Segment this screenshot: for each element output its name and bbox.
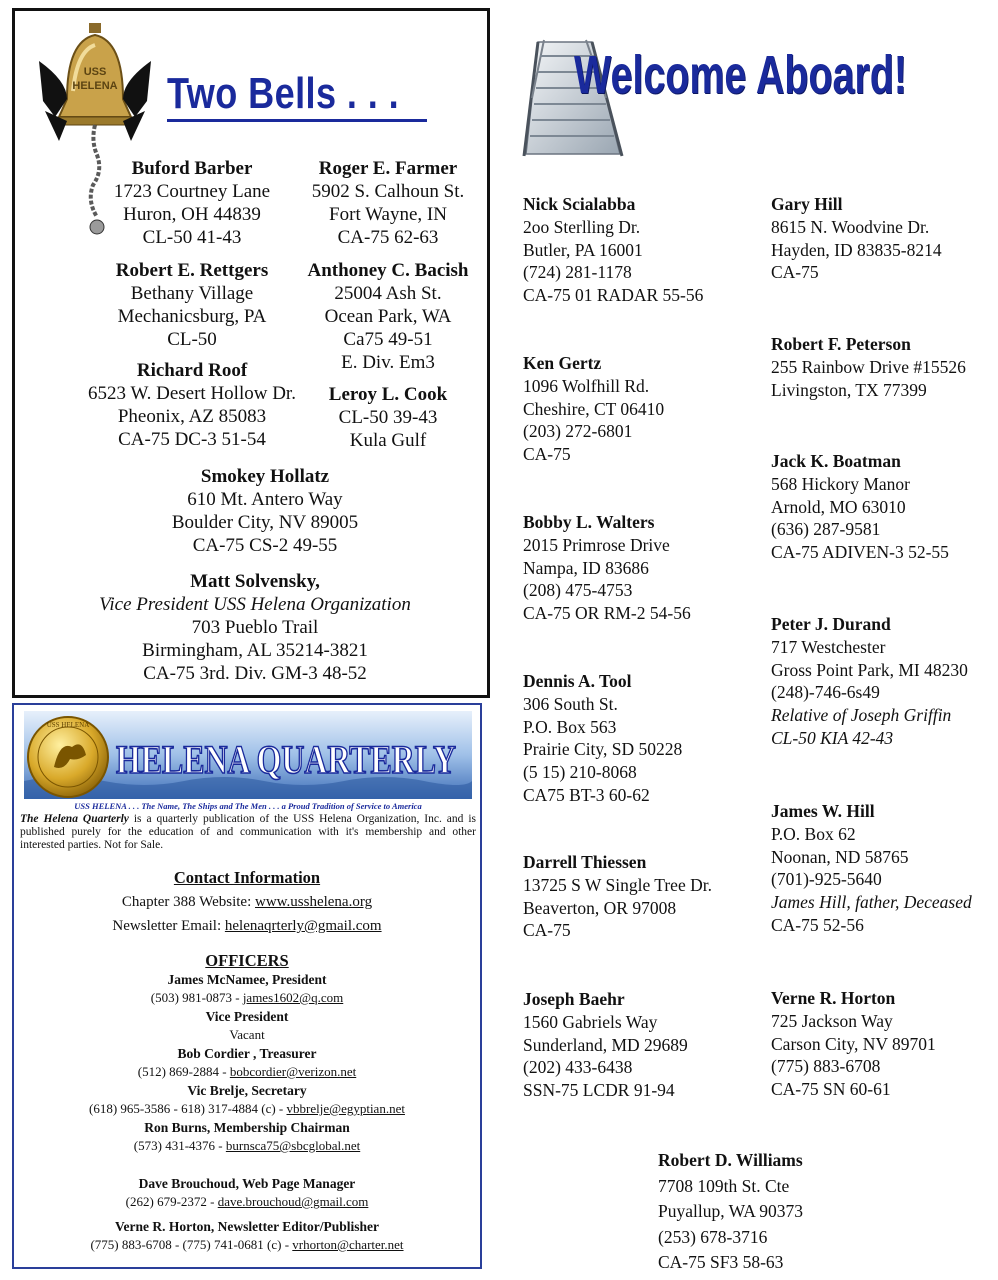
phone-line: (208) 475-4753: [523, 580, 633, 601]
member-name: Verne R. Horton: [771, 988, 896, 1008]
service-line: Ca75 49-51: [343, 329, 433, 350]
bell-engraving-line-1: USS: [83, 66, 107, 78]
address-line: 610 Mt. Antero Way: [187, 489, 343, 510]
member-name: Robert D. Williams: [658, 1150, 803, 1170]
phone-line: (5 15) 210-8068: [523, 762, 637, 783]
member-name: Gary Hill: [771, 194, 843, 214]
quarterly-tagline: USS HELENA . . . The Name, The Ships and The Men . . . a Proud Tradition of Service to America: [74, 801, 422, 811]
city-line: Pheonix, AZ 85083: [117, 406, 267, 427]
bell-engraving-line-2: HELENA: [72, 80, 118, 92]
officers-heading: OFFICERS: [205, 951, 289, 970]
helena-quarterly-banner: [24, 711, 472, 799]
city-line: Hayden, ID 83835-8214: [771, 239, 942, 260]
address-line: 2oo Sterlling Dr.: [523, 216, 641, 237]
address-line: 568 Hickory Manor: [771, 473, 911, 494]
service-line: CA-75: [523, 444, 571, 465]
new-member-entry: [523, 670, 682, 807]
address-line: 1096 Wolfhill Rd.: [523, 375, 650, 396]
officer-email-link[interactable]: james1602@q.com: [242, 990, 344, 1005]
obituary-entry: [87, 157, 297, 249]
obituary-entry: [297, 259, 479, 374]
relation-note: Relative of Joseph Griffin: [771, 705, 952, 726]
member-name: James W. Hill: [771, 801, 875, 821]
city-line: Boulder City, NV 89005: [171, 512, 359, 533]
service-line: CA-75: [523, 920, 571, 941]
address-line: 2015 Primrose Drive: [523, 534, 670, 555]
member-name: Roger E. Farmer: [318, 158, 458, 179]
city-line: Carson City, NV 89701: [771, 1033, 936, 1054]
address-line: 725 Jackson Way: [771, 1010, 893, 1031]
service-line: CA-75 SN 60-61: [771, 1079, 891, 1100]
member-name: Anthoney C. Bacish: [307, 260, 469, 281]
helena-quarterly-panel: [12, 703, 482, 1269]
newsletter-email-link[interactable]: helenaqrterly@gmail.com: [224, 918, 382, 934]
member-name: Robert E. Rettgers: [115, 260, 269, 281]
service-line: CA-75 3rd. Div. GM-3 48-52: [143, 663, 367, 684]
service-line: CA-75 DC-3 51-54: [118, 429, 266, 450]
officer-name: James McNamee, President: [167, 972, 327, 987]
relation-note: James Hill, father, Deceased: [771, 892, 972, 913]
obituary-entry: [85, 570, 425, 685]
city-line: Birmingham, AL 35214-3821: [142, 640, 368, 661]
quarterly-description: [20, 813, 476, 852]
address-line: 703 Pueblo Trail: [191, 617, 319, 638]
officer-phone: (512) 869-2884 -: [137, 1064, 230, 1079]
email-label: Newsletter Email:: [112, 918, 225, 934]
officer-contact: [14, 1064, 480, 1080]
member-name: Leroy L. Cook: [328, 384, 448, 405]
publication-name: The Helena Quarterly: [20, 813, 129, 825]
officer-email-link[interactable]: bobcordier@verizon.net: [229, 1064, 357, 1079]
officer-name: Dave Brouchoud, Web Page Manager: [138, 1176, 356, 1191]
service-line: CL-50: [167, 329, 217, 350]
city-line: Mechanicsburg, PA: [117, 306, 267, 327]
new-member-entry: [658, 1148, 803, 1276]
officer-phone: (573) 431-4376 -: [133, 1138, 226, 1153]
website-label: Chapter 388 Website:: [121, 894, 255, 910]
service-line: CA-75 ADIVEN-3 52-55: [771, 542, 949, 563]
division-line: E. Div. Em3: [341, 352, 435, 373]
officer-phone: (618) 965-3586 - 618) 317-4884 (c) -: [89, 1101, 287, 1116]
address-line: 6523 W. Desert Hollow Dr.: [88, 383, 296, 404]
address-line: 13725 S W Single Tree Dr.: [523, 874, 712, 895]
obituary-entry: [67, 359, 317, 451]
officer-contact: [14, 1138, 480, 1154]
address-line: 5902 S. Calhoun St.: [311, 181, 465, 202]
po-box-line: P.O. Box 563: [523, 716, 617, 737]
officer-contact: [14, 1237, 480, 1253]
phone-line: (701)-925-5640: [771, 869, 882, 890]
new-member-entry: [771, 450, 949, 564]
service-line: CA-75 52-56: [771, 914, 864, 935]
new-member-entry: [523, 851, 712, 942]
service-line: CA-75 62-63: [337, 227, 439, 248]
address-line: 7708 109th St. Cte: [658, 1175, 790, 1196]
officer-phone: (262) 679-2372 -: [125, 1194, 218, 1209]
new-member-entry: [771, 800, 972, 937]
member-name: Matt Solvensky,: [190, 571, 320, 592]
new-member-entry: [771, 613, 968, 750]
website-line: [14, 894, 480, 911]
obituary-entry: [155, 465, 375, 557]
officer-name: Verne R. Horton, Newsletter Editor/Publisher: [115, 1219, 379, 1234]
service-line: CA75 BT-3 60-62: [523, 784, 650, 805]
officer-name: Ron Burns, Membership Chairman: [144, 1120, 350, 1135]
seal-text: USS HELENA: [46, 721, 90, 729]
address-line: 1560 Gabriels Way: [523, 1011, 658, 1032]
new-member-entry: [523, 988, 688, 1102]
phone-line: (253) 678-3716: [658, 1226, 768, 1247]
service-line: CA-75: [771, 262, 819, 283]
officer-name: Bob Cordier , Treasurer: [177, 1046, 317, 1061]
officer-name: Vice President: [205, 1009, 289, 1024]
new-member-entry: [771, 333, 966, 401]
officer-email-link[interactable]: burnsca75@sbcglobal.net: [225, 1138, 361, 1153]
service-line: CL-50 41-43: [142, 227, 242, 248]
member-title: Vice President USS Helena Organization: [99, 594, 411, 615]
member-name: Nick Scialabba: [523, 194, 636, 214]
new-member-entry: [523, 193, 703, 307]
officer-email-link[interactable]: vrhorton@charter.net: [292, 1237, 404, 1252]
city-line: Fort Wayne, IN: [329, 204, 447, 225]
phone-line: (203) 272-6801: [523, 421, 633, 442]
phone-line: (775) 883-6708: [771, 1056, 881, 1077]
officer-name: Vic Brelje, Secretary: [187, 1083, 307, 1098]
service-line: SSN-75 LCDR 91-94: [523, 1080, 675, 1101]
city-line: Beaverton, OR 97008: [523, 897, 677, 918]
city-line: Sunderland, MD 29689: [523, 1034, 688, 1055]
obituary-entry: [299, 157, 477, 249]
phone-line: (636) 287-9581: [771, 519, 881, 540]
phone-line: (248)-746-6s49: [771, 682, 880, 703]
website-link[interactable]: www.usshelena.org: [255, 894, 373, 910]
member-name: Robert F. Peterson: [771, 334, 911, 354]
city-line: Nampa, ID 83686: [523, 557, 649, 578]
battle-line: Kula Gulf: [349, 430, 427, 451]
relation-service-note: CL-50 KIA 42-43: [771, 727, 894, 748]
phone-line: (202) 433-6438: [523, 1057, 633, 1078]
email-line: [14, 918, 480, 935]
title-underline: [167, 119, 427, 122]
member-name: Jack K. Boatman: [771, 451, 901, 471]
new-member-entry: [523, 511, 691, 625]
address-line: 8615 N. Woodvine Dr.: [771, 216, 930, 237]
member-name: Smokey Hollatz: [200, 466, 330, 487]
welcome-aboard-title: Welcome Aboard!: [574, 45, 907, 105]
address-line: 717 Westchester: [771, 636, 886, 657]
service-line: CA-75 01 RADAR 55-56: [523, 285, 704, 306]
address-line: 255 Rainbow Drive #15526: [771, 356, 966, 377]
officer-email-link[interactable]: vbbrelje@egyptian.net: [286, 1101, 405, 1116]
phone-line: (724) 281-1178: [523, 262, 632, 283]
city-line: Livingston, TX 77399: [771, 379, 927, 400]
city-line: Ocean Park, WA: [324, 306, 452, 327]
member-name: Buford Barber: [131, 158, 253, 179]
address-line: 25004 Ash St.: [334, 283, 442, 304]
member-name: Richard Roof: [136, 360, 248, 381]
officer-status: Vacant: [229, 1027, 265, 1042]
officer-contact: [14, 990, 480, 1006]
new-member-entry: [523, 352, 664, 466]
two-bells-panel: [12, 8, 490, 698]
obituary-entry: [87, 259, 297, 351]
service-line: CA-75 SF3 58-63: [658, 1252, 784, 1272]
officer-phone: (775) 883-6708 - (775) 741-0681 (c) -: [90, 1237, 293, 1252]
two-bells-title: Two Bells . . .: [167, 69, 400, 118]
address-line: 1723 Courtney Lane: [113, 181, 271, 202]
city-line: Huron, OH 44839: [123, 204, 261, 225]
service-line: CA-75 OR RM-2 54-56: [523, 603, 691, 624]
city-line: Butler, PA 16001: [523, 239, 643, 260]
service-line: CL-50 39-43: [338, 407, 438, 428]
obituary-entry: [313, 383, 463, 452]
member-name: Peter J. Durand: [771, 614, 891, 634]
city-line: Cheshire, CT 06410: [523, 398, 665, 419]
description-text: is a quarterly publication of the USS Helena Organization, Inc. and is published purely for the education of and communication with it's membership and other interested parties. Not for Sale.: [20, 813, 476, 851]
member-name: Ken Gertz: [523, 353, 602, 373]
contact-heading: Contact Information: [173, 868, 321, 887]
member-name: Dennis A. Tool: [523, 671, 632, 691]
city-line: Noonan, ND 58765: [771, 846, 909, 867]
address-line: 306 South St.: [523, 693, 618, 714]
officer-phone: (503) 981-0873 -: [150, 990, 243, 1005]
address-line: Bethany Village: [130, 283, 254, 304]
new-member-entry: [771, 193, 942, 284]
officer-contact: [14, 1101, 480, 1117]
new-member-entry: [771, 987, 936, 1101]
member-name: Joseph Baehr: [523, 989, 625, 1009]
officer-contact: [14, 1194, 480, 1210]
helena-quarterly-title: HELENA QUARTERLY: [116, 737, 457, 782]
city-line: Gross Point Park, MI 48230: [771, 659, 968, 680]
po-box-line: P.O. Box 62: [771, 823, 856, 844]
member-name: Bobby L. Walters: [523, 512, 655, 532]
city-line: Arnold, MO 63010: [771, 496, 906, 517]
service-line: CA-75 CS-2 49-55: [192, 535, 338, 556]
city-line: Puyallup, WA 90373: [658, 1201, 804, 1221]
officer-email-link[interactable]: dave.brouchoud@gmail.com: [217, 1194, 369, 1209]
city-line: Prairie City, SD 50228: [523, 739, 683, 760]
member-name: Darrell Thiessen: [523, 852, 647, 872]
